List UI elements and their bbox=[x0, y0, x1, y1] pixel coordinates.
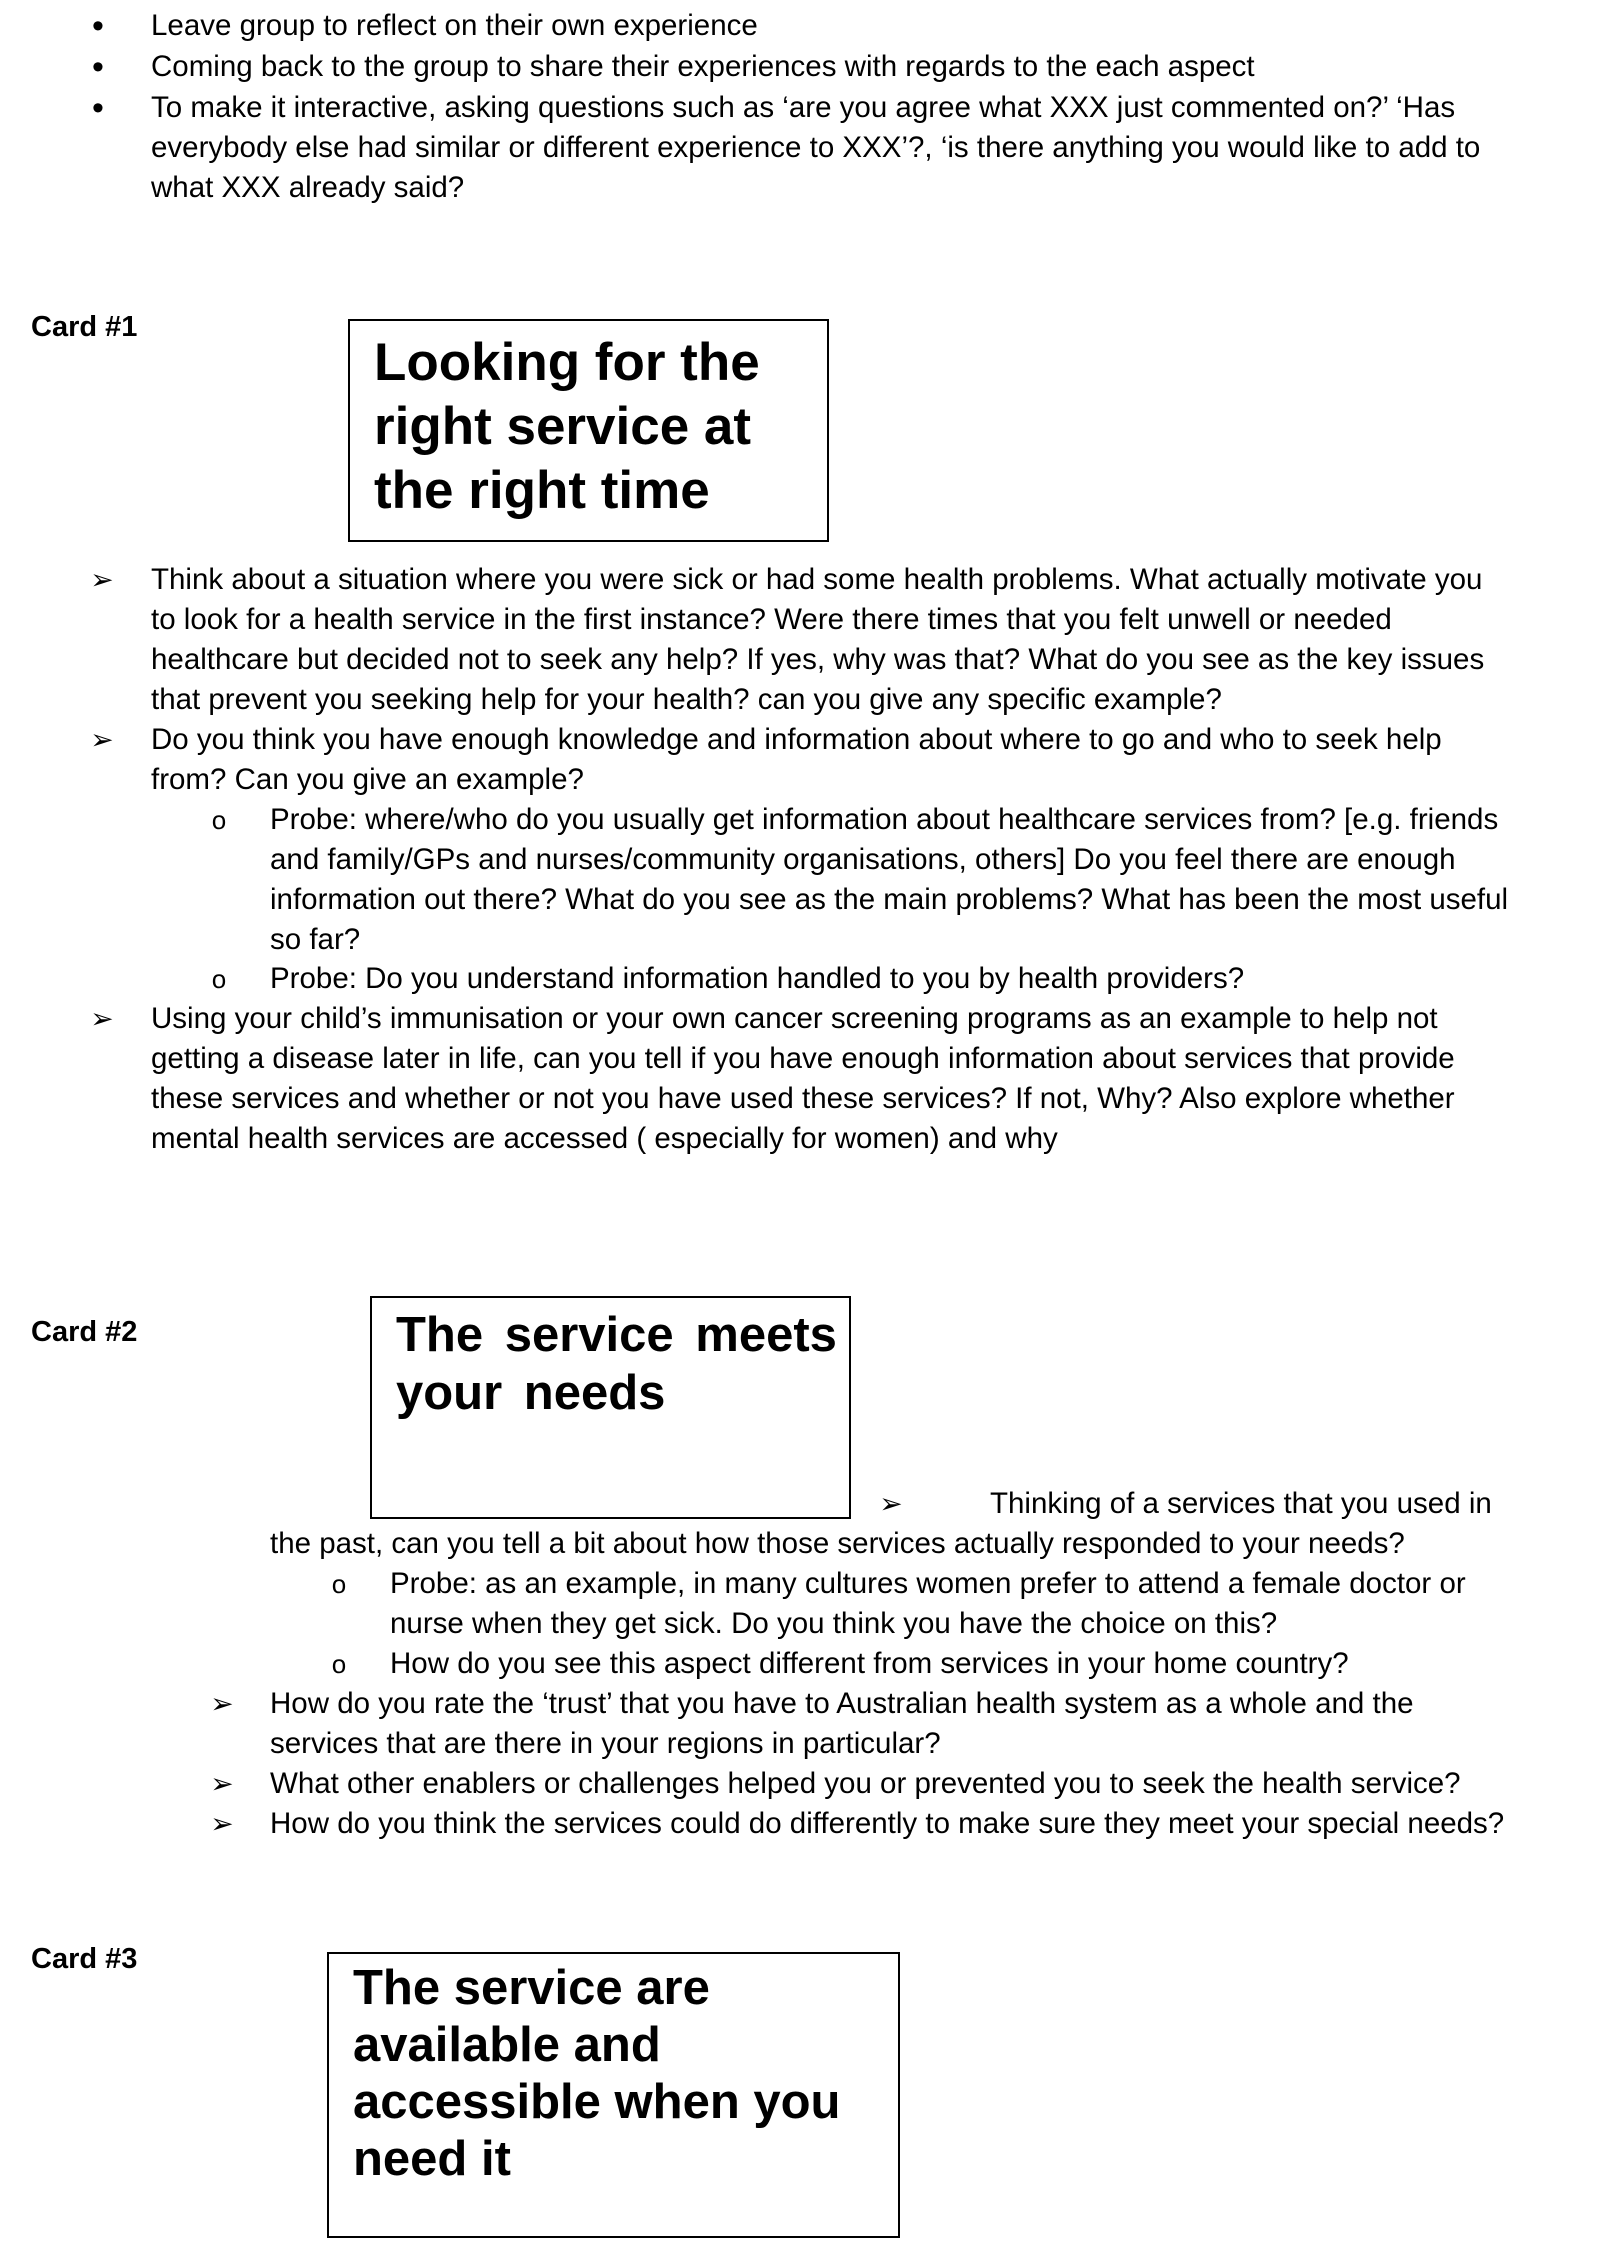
intro-bullet-text: everybody else had similar or different experience to XXX’?, ‘is there anything you would like to add to bbox=[151, 131, 1481, 164]
question-text: the past, can you tell a bit about how those services actually responded to your needs? bbox=[270, 1527, 1405, 1560]
probe-text: Probe: Do you understand information handled to you by health providers? bbox=[270, 962, 1245, 995]
card-3-title-line: accessible when you bbox=[353, 2075, 841, 2129]
question-text: that prevent you seeking help for your health? can you give any specific example? bbox=[151, 683, 1222, 716]
arrow-marker: ➢ bbox=[210, 1688, 234, 1719]
card-3-title-line: The service are bbox=[353, 1961, 710, 2015]
card-1-title-line: Looking for the bbox=[374, 333, 760, 392]
probe-text: information out there? What do you see as the main problems? What has been the most useful bbox=[270, 883, 1509, 916]
bullet-marker: • bbox=[92, 48, 104, 86]
question-text: Do you think you have enough knowledge and information about where to go and who to seek help bbox=[151, 723, 1442, 756]
arrow-marker: ➢ bbox=[90, 724, 114, 755]
arrow-marker: ➢ bbox=[210, 1768, 234, 1799]
question-text: Using your child’s immunisation or your own cancer screening programs as an example to help not bbox=[151, 1002, 1438, 1035]
probe-text: Probe: as an example, in many cultures women prefer to attend a female doctor or bbox=[390, 1567, 1466, 1600]
question-text: getting a disease later in life, can you tell if you have enough information about services that provide bbox=[151, 1042, 1455, 1075]
card-3-label: Card #3 bbox=[31, 1943, 138, 1975]
card-2-title-line: The service meets bbox=[396, 1308, 837, 1362]
question-text: Thinking of a services that you used in bbox=[990, 1487, 1492, 1520]
probe-text: so far? bbox=[270, 923, 361, 956]
card-3-title-box bbox=[327, 1952, 900, 2238]
intro-bullet-text: Leave group to reflect on their own experience bbox=[151, 9, 758, 42]
probe-text: and family/GPs and nurses/community organisations, others] Do you feel there are enough bbox=[270, 843, 1456, 876]
bullet-marker: • bbox=[92, 7, 104, 45]
circle-marker: o bbox=[211, 805, 227, 835]
intro-bullet-text: what XXX already said? bbox=[151, 171, 465, 204]
card-3-title-line: need it bbox=[353, 2132, 511, 2186]
intro-bullet-text: Coming back to the group to share their experiences with regards to the each aspect bbox=[151, 50, 1255, 83]
question-text: healthcare but decided not to seek any help? If yes, why was that? What do you see as the key issues bbox=[151, 643, 1485, 676]
question-text: from? Can you give an example? bbox=[151, 763, 584, 796]
probe-text: How do you see this aspect different from services in your home country? bbox=[390, 1647, 1349, 1680]
probe-text: Probe: where/who do you usually get information about healthcare services from? [e.g. friends bbox=[270, 803, 1499, 836]
question-text: How do you rate the ‘trust’ that you have to Australian health system as a whole and the bbox=[270, 1687, 1414, 1720]
intro-bullet-text: To make it interactive, asking questions such as ‘are you agree what XXX just commented on?’ ‘Has bbox=[151, 91, 1456, 124]
circle-marker: o bbox=[211, 964, 227, 994]
circle-marker: o bbox=[331, 1649, 347, 1679]
arrow-marker: ➢ bbox=[879, 1488, 903, 1519]
question-text: mental health services are accessed ( especially for women) and why bbox=[151, 1122, 1058, 1155]
arrow-marker: ➢ bbox=[90, 1003, 114, 1034]
question-text: services that are there in your regions in particular? bbox=[270, 1727, 941, 1760]
card-2-title-line: your needs bbox=[396, 1366, 666, 1420]
arrow-marker: ➢ bbox=[210, 1808, 234, 1839]
arrow-marker: ➢ bbox=[90, 564, 114, 595]
card-2-label: Card #2 bbox=[31, 1316, 138, 1348]
question-text: Think about a situation where you were sick or had some health problems. What actually motivate you bbox=[151, 563, 1483, 596]
bullet-marker: • bbox=[92, 89, 104, 127]
question-text: these services and whether or not you have used these services? If not, Why? Also explore whether bbox=[151, 1082, 1455, 1115]
question-text: to look for a health service in the first instance? Were there times that you felt unwell or needed bbox=[151, 603, 1392, 636]
circle-marker: o bbox=[331, 1569, 347, 1599]
probe-text: nurse when they get sick. Do you think you have the choice on this? bbox=[390, 1607, 1278, 1640]
card-1-title-box bbox=[348, 319, 829, 542]
card-1-title-line: the right time bbox=[374, 461, 710, 520]
card-3-title-line: available and bbox=[353, 2018, 661, 2072]
card-1-label: Card #1 bbox=[31, 311, 138, 343]
card-1-title-line: right service at bbox=[374, 397, 752, 456]
question-text: How do you think the services could do differently to make sure they meet your special needs? bbox=[270, 1807, 1505, 1840]
question-text: What other enablers or challenges helped you or prevented you to seek the health service? bbox=[270, 1767, 1461, 1800]
card-2-title-box bbox=[370, 1296, 851, 1519]
